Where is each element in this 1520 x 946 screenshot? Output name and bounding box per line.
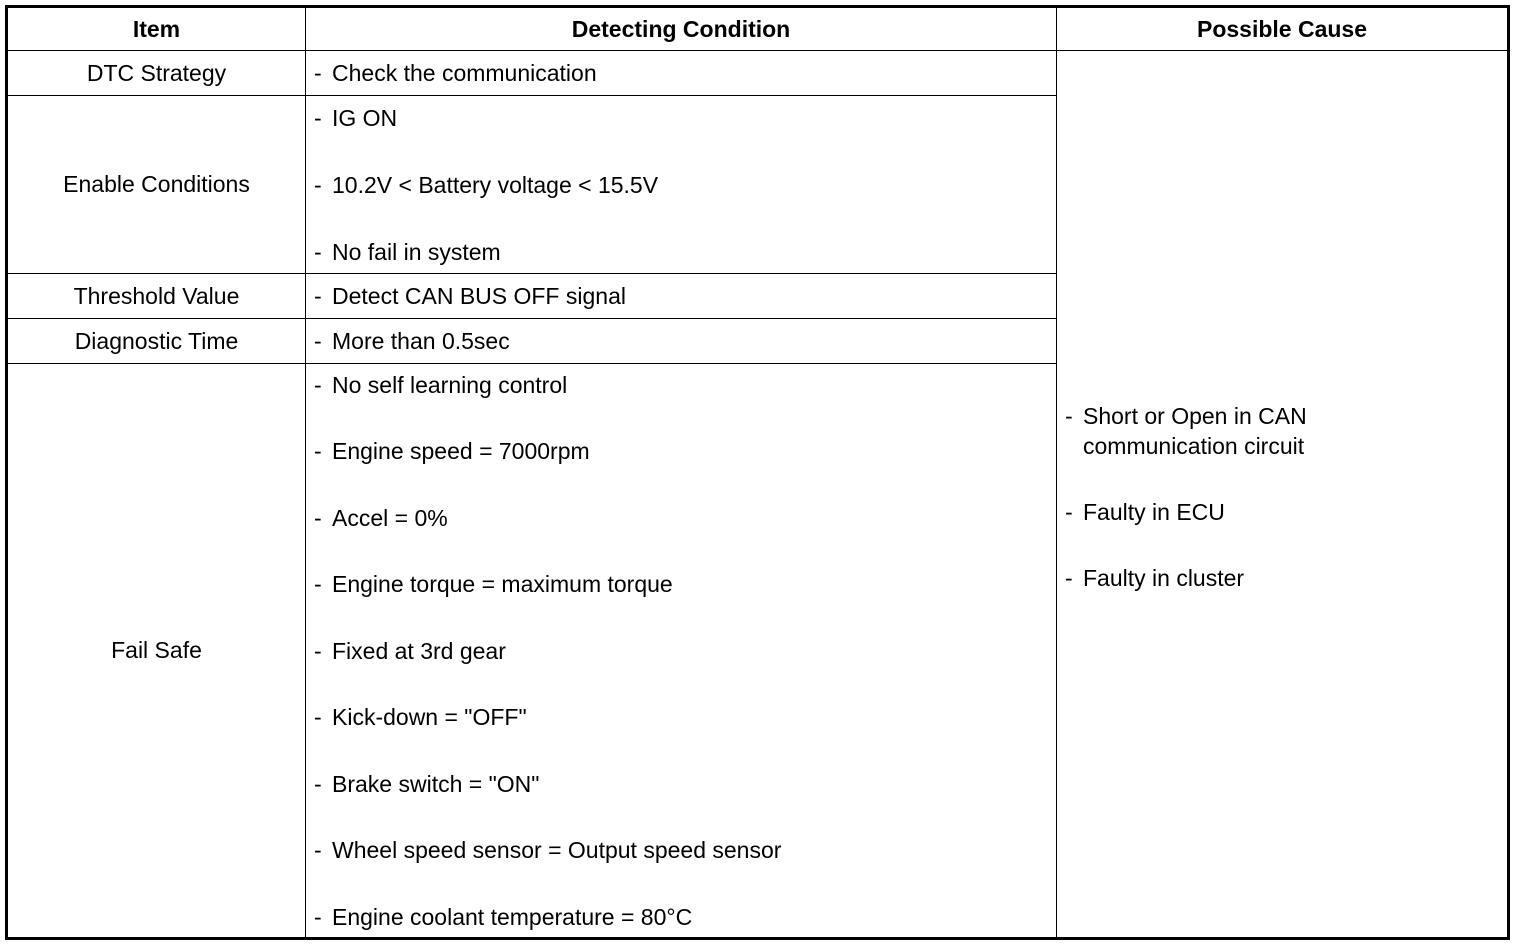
- cause-line: [1065, 497, 1507, 527]
- condition-line: [314, 283, 1056, 309]
- condition-cell: [306, 274, 1057, 319]
- bullet-dash: -: [1065, 499, 1073, 525]
- bullet-dash: -: [314, 371, 322, 398]
- item-threshold-value: Threshold Value: [7, 274, 306, 319]
- condition-text: More than 0.5sec: [332, 328, 510, 354]
- condition-line: [314, 638, 1056, 664]
- condition-text: Brake switch = "ON": [332, 770, 540, 797]
- condition-text: Fixed at 3rd gear: [332, 637, 506, 664]
- condition-text: No self learning control: [332, 371, 568, 398]
- header-item: Item: [7, 7, 306, 51]
- bullet-dash: -: [314, 171, 322, 198]
- possible-cause-cell: [1057, 51, 1509, 939]
- condition-line: [314, 328, 1056, 354]
- bullet-dash: -: [314, 238, 322, 265]
- bullet-dash: -: [314, 637, 322, 664]
- condition-line: [314, 571, 1056, 597]
- condition-line: [314, 904, 1056, 930]
- item-dtc-strategy: DTC Strategy: [7, 51, 306, 96]
- condition-line: [314, 771, 1056, 797]
- condition-text: Engine coolant temperature = 80°C: [332, 903, 693, 930]
- dtc-table: [5, 5, 1510, 940]
- cause-text: Faulty in ECU: [1083, 499, 1225, 525]
- bullet-dash: -: [314, 328, 322, 354]
- condition-line: [314, 704, 1056, 730]
- condition-line: [314, 438, 1056, 464]
- condition-text: Check the communication: [332, 60, 597, 86]
- condition-text: Accel = 0%: [332, 504, 448, 531]
- bullet-dash: -: [314, 283, 322, 309]
- condition-text: Detect CAN BUS OFF signal: [332, 283, 626, 309]
- item-enable-conditions: Enable Conditions: [7, 96, 306, 274]
- bullet-dash: -: [314, 60, 322, 86]
- bullet-dash: -: [314, 504, 322, 531]
- condition-line: [314, 239, 1056, 265]
- condition-cell: [306, 364, 1057, 939]
- condition-line: [314, 60, 1056, 86]
- condition-cell: [306, 51, 1057, 96]
- condition-text: Engine torque = maximum torque: [332, 571, 673, 597]
- bullet-dash: -: [314, 837, 322, 863]
- table-row: [7, 51, 1509, 96]
- bullet-dash: -: [314, 704, 322, 730]
- item-diagnostic-time: Diagnostic Time: [7, 319, 306, 364]
- condition-line: [314, 505, 1056, 531]
- condition-cell: [306, 96, 1057, 274]
- condition-line: [314, 372, 1056, 398]
- bullet-dash: -: [314, 571, 322, 597]
- condition-text: No fail in system: [332, 238, 501, 265]
- condition-line: [314, 105, 1056, 131]
- bullet-dash: -: [314, 104, 322, 131]
- header-row: [7, 7, 1509, 51]
- header-detecting-condition: Detecting Condition: [306, 7, 1057, 51]
- condition-line: [314, 837, 1056, 863]
- condition-text: IG ON: [332, 104, 398, 131]
- bullet-dash: -: [314, 903, 322, 930]
- condition-text: Engine speed = 7000rpm: [332, 438, 590, 464]
- bullet-dash: -: [1065, 565, 1073, 591]
- condition-line: [314, 172, 1056, 198]
- condition-text: Kick-down = "OFF": [332, 704, 527, 730]
- item-fail-safe: Fail Safe: [7, 364, 306, 939]
- cause-line: [1065, 563, 1507, 593]
- condition-cell: [306, 319, 1057, 364]
- cause-text-continued: communication circuit: [1083, 433, 1305, 459]
- cause-line: [1065, 401, 1507, 461]
- bullet-dash: -: [314, 438, 322, 464]
- condition-text: Wheel speed sensor = Output speed sensor: [332, 837, 782, 863]
- condition-text: 10.2V < Battery voltage < 15.5V: [332, 171, 659, 198]
- bullet-dash: -: [1065, 403, 1073, 429]
- cause-text: Short or Open in CAN: [1083, 403, 1307, 429]
- header-possible-cause: Possible Cause: [1057, 7, 1509, 51]
- cause-text: Faulty in cluster: [1083, 565, 1245, 591]
- bullet-dash: -: [314, 770, 322, 797]
